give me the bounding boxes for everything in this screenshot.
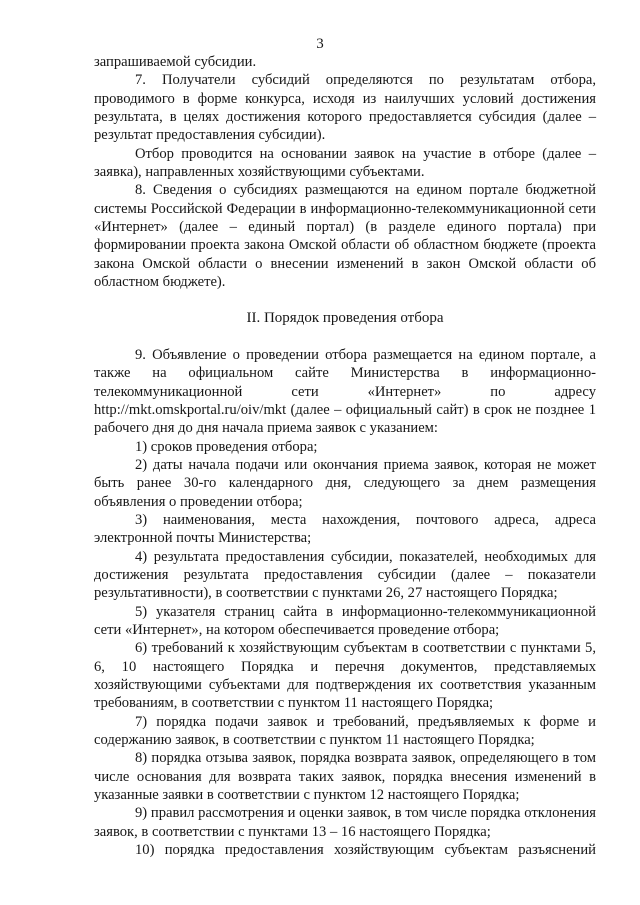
paragraph-group-bottom [94,346,596,860]
paragraph-group-top [94,53,596,291]
paragraph: запрашиваемой субсидии. [94,54,257,70]
paragraph: 1) сроков проведения отбора; [135,438,318,455]
paragraph: 2) даты начала подачи или окончания приема заявок, которая не может быть ранее 30-го календарного дня, следующего за днем размещения объявления о проведении отбора; [94,456,596,510]
paragraph: 7) порядка подачи заявок и требований, предъявляемых к форме и содержанию заявок, в соответствии с пунктом 11 настоящего Порядка; [94,713,596,749]
section-heading: II. Порядок проведения отбора [246,310,444,327]
paragraph: 8) порядка отзыва заявок, порядка возврата заявок, определяющего в том числе основания для возврата таких заявок, порядка внесения изменений в указанные заявки в соответствии с пунктом 12 настоящего Порядка; [94,750,596,804]
paragraph: 9. Объявление о проведении отбора размещается на едином портале, а также на официальном сайте Министерства в информационно-телекоммуникационной сети «Интернет» по адресу http://mkt.omskportal.ru/oiv/mkt (далее – официальный сайт) в срок не позднее 1 рабочего дня до дня начала приема заявок с указанием: [94,346,596,437]
paragraph: 4) результата предоставления субсидии, показателей, необходимых для достижения результата предоставления субсидии (далее – показатели результативности), в соответствии с пунктами 26, 27 настоящего Порядка; [94,548,596,602]
page-number: 3 [316,36,324,52]
paragraph: 8. Сведения о субсидиях размещаются на едином портале бюджетной системы Российской Федерации в информационно-телекоммуникационной сети «Интернет» (далее – единый портал) (в разделе единого портала) при формировании проекта закона Омской области об областном бюджете (проекта закона Омской области о внесении изменений в закон Омской области об областном бюджете). [94,182,596,291]
page-content [94,53,596,859]
paragraph: Отбор проводится на основании заявок на участие в отборе (далее – заявка), направленных хозяйствующими субъектами. [94,145,596,181]
paragraph: 9) правил рассмотрения и оценки заявок, в том числе порядка отклонения заявок, в соответствии с пунктами 13 – 16 настоящего Порядка; [94,805,596,840]
paragraph: 7. Получатели субсидий определяются по результатам отбора, проводимого в форме конкурса, исходя из наилучших условий достижения результата, в целях достижения которого предоставляется субсидия (далее – результат предоставления субсидии). [94,72,596,144]
paragraph: 10) порядка предоставления хозяйствующим субъектам разъяснений [135,842,596,859]
paragraph: 3) наименования, места нахождения, почтового адреса, адреса электронной почты Министерства; [94,511,596,547]
paragraph: 5) указателя страниц сайта в информационно-телекоммуникационной сети «Интернет», на котором обеспечивается проведение отбора; [94,603,596,638]
paragraph: 6) требований к хозяйствующим субъектам в соответствии с пунктами 5, 6, 10 настоящего Порядка и перечня документов, представляемых хозяйствующими субъектами для подтверждения их соответствия указанным требованиям, в соответствии с пунктом 11 настоящего Порядка; [94,640,596,712]
